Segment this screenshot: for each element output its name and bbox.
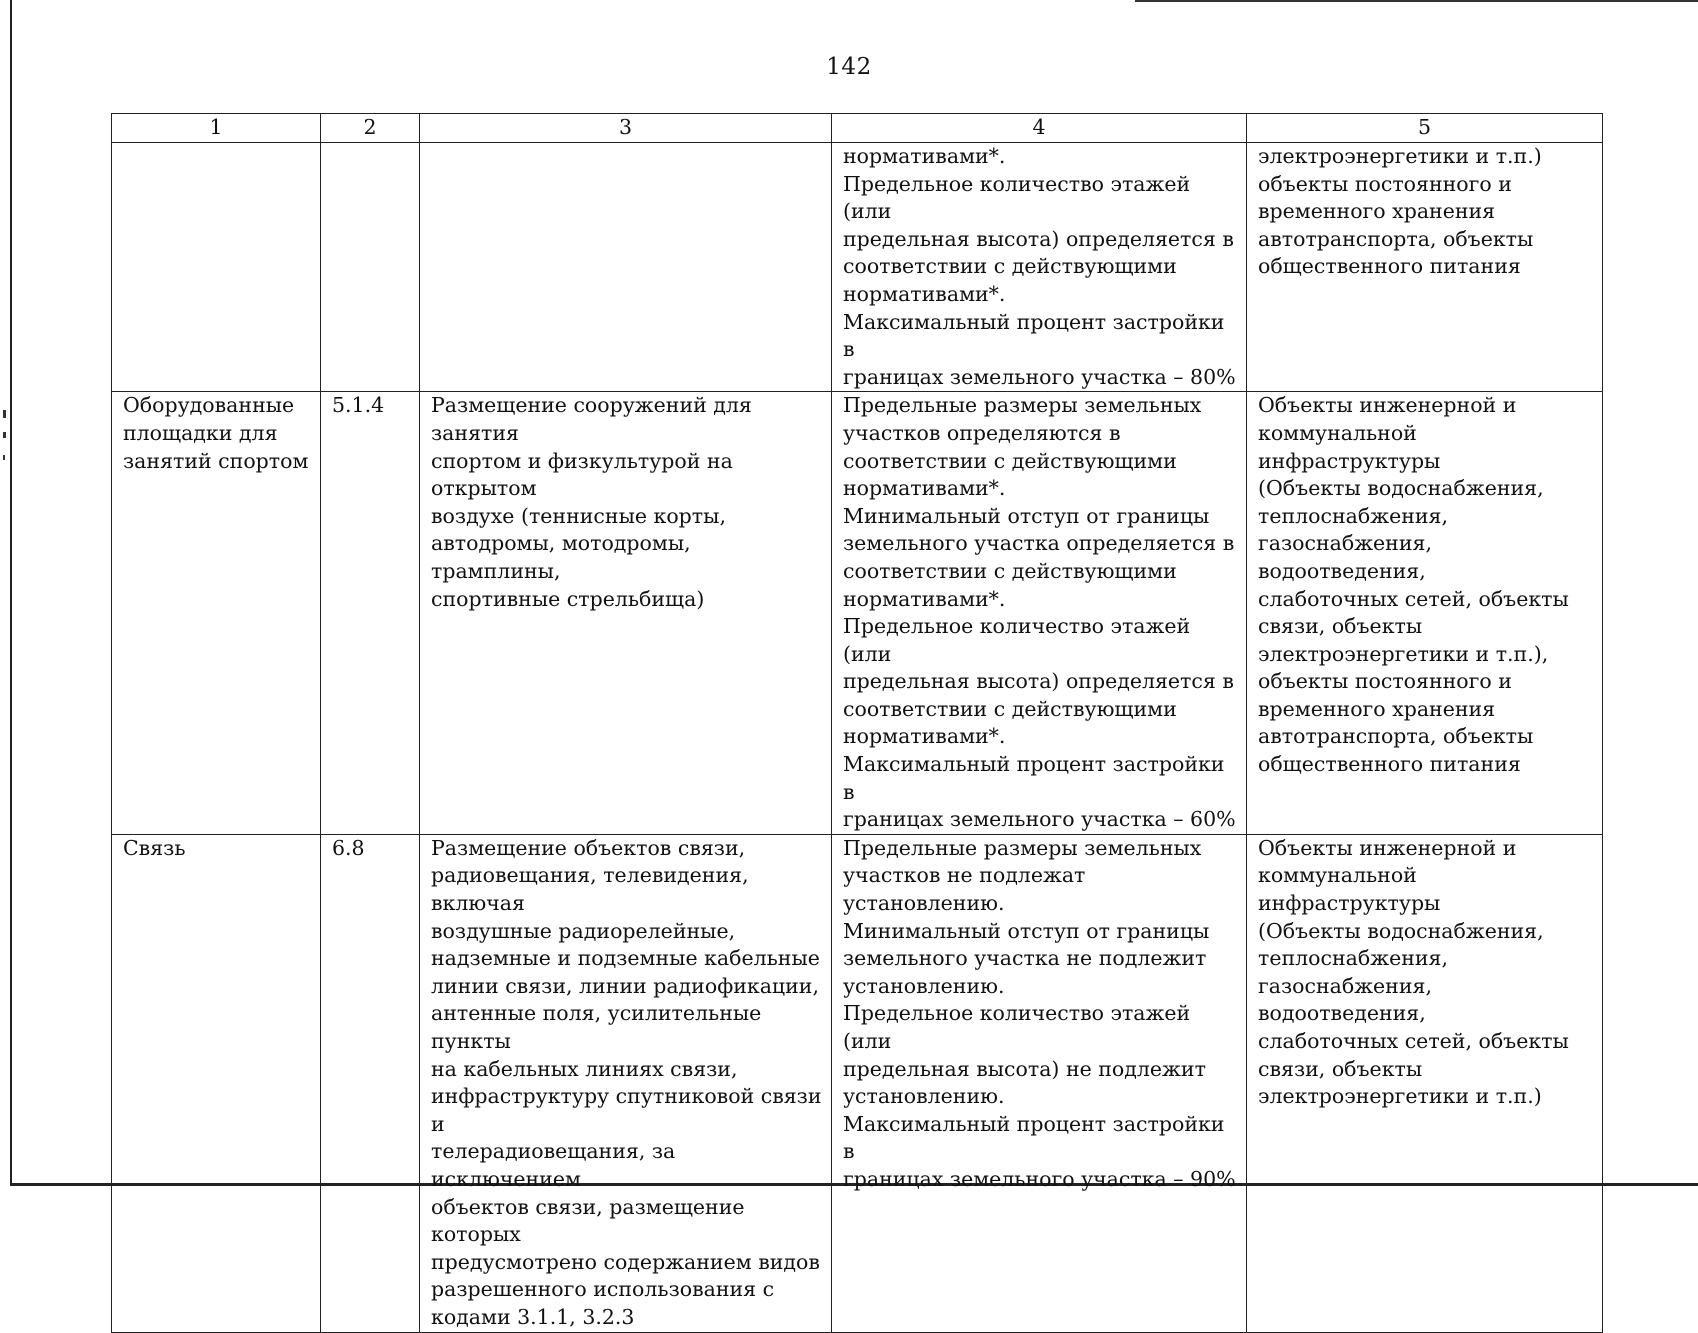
use-name-cell: Оборудованные площадки для занятий спортом — [112, 392, 321, 835]
column-header: 3 — [420, 114, 832, 143]
use-name-cell: Связь — [112, 834, 321, 1332]
use-description-cell — [420, 143, 832, 392]
parameters-cell: нормативами*. Предельное количество этажей (или предельная высота) определяется в соответствии с действующими нормативами*. Максимальный процент застройки в границах земельного участка – 80% — [832, 143, 1247, 392]
parameters-cell: Предельные размеры земельных участков не подлежат установлению. Минимальный отступ от границы земельного участка не подлежит установлению. Предельное количество этажей (или предельная высота) не подлежит установлению. Максимальный процент застройки в границах земельного участка – 90% — [832, 834, 1247, 1332]
column-header: 5 — [1247, 114, 1603, 143]
parameters-cell: Предельные размеры земельных участков определяются в соответствии с действующими нормативами*. Минимальный отступ от границы земельного участка определяется в соответствии с действующими нормативами*. Предельное количество этажей (или предельная высота) определяется в соответствии с действующими нормативами*. Максимальный процент застройки в границах земельного участка – 60% — [832, 392, 1247, 835]
auxiliary-uses-cell: Объекты инженерной и коммунальной инфраструктуры (Объекты водоснабжения, теплоснабжения, газоснабжения, водоотведения, слаботочных сетей, объекты связи, объекты электроэнергетики и т.п.), объекты постоянного и временного хранения автотранспорта, объекты общественного питания — [1247, 392, 1603, 835]
table-row — [112, 392, 1603, 835]
scan-border-top — [1135, 0, 1698, 2]
use-name-cell — [112, 143, 321, 392]
auxiliary-uses-cell: электроэнергетики и т.п.) объекты постоянного и временного хранения автотранспорта, объекты общественного питания — [1247, 143, 1603, 392]
scan-speck — [3, 410, 6, 418]
use-description-cell: Размещение объектов связи, радиовещания, телевидения, включая воздушные радиорелейные, надземные и подземные кабельные линии связи, линии радиофикации, антенные поля, усилительные пункты на кабельных линиях связи, инфраструктуру спутниковой связи и телерадиовещания, за исключением объектов связи, размещение которых предусмотрено содержанием видов разрешенного использования с кодами 3.1.1, 3.2.3 — [420, 834, 832, 1332]
scan-speck — [3, 455, 5, 460]
table-row — [112, 143, 1603, 392]
column-header: 1 — [112, 114, 321, 143]
scan-border-left — [10, 0, 12, 1184]
column-header: 2 — [321, 114, 420, 143]
use-code-cell: 6.8 — [321, 834, 420, 1332]
use-code-cell — [321, 143, 420, 392]
header-row — [112, 114, 1603, 143]
use-description-cell: Размещение сооружений для занятия спортом и физкультурой на открытом воздухе (теннисные корты, автодромы, мотодромы, трамплины, спортивные стрельбища) — [420, 392, 832, 835]
scan-speck — [3, 432, 6, 438]
table-row — [112, 834, 1603, 1332]
column-header: 4 — [832, 114, 1247, 143]
auxiliary-uses-cell: Объекты инженерной и коммунальной инфраструктуры (Объекты водоснабжения, теплоснабжения, газоснабжения, водоотведения, слаботочных сетей, объекты связи, объекты электроэнергетики и т.п.) — [1247, 834, 1603, 1332]
use-code-cell: 5.1.4 — [321, 392, 420, 835]
page-number: 142 — [826, 54, 872, 80]
zoning-table — [111, 113, 1603, 1333]
